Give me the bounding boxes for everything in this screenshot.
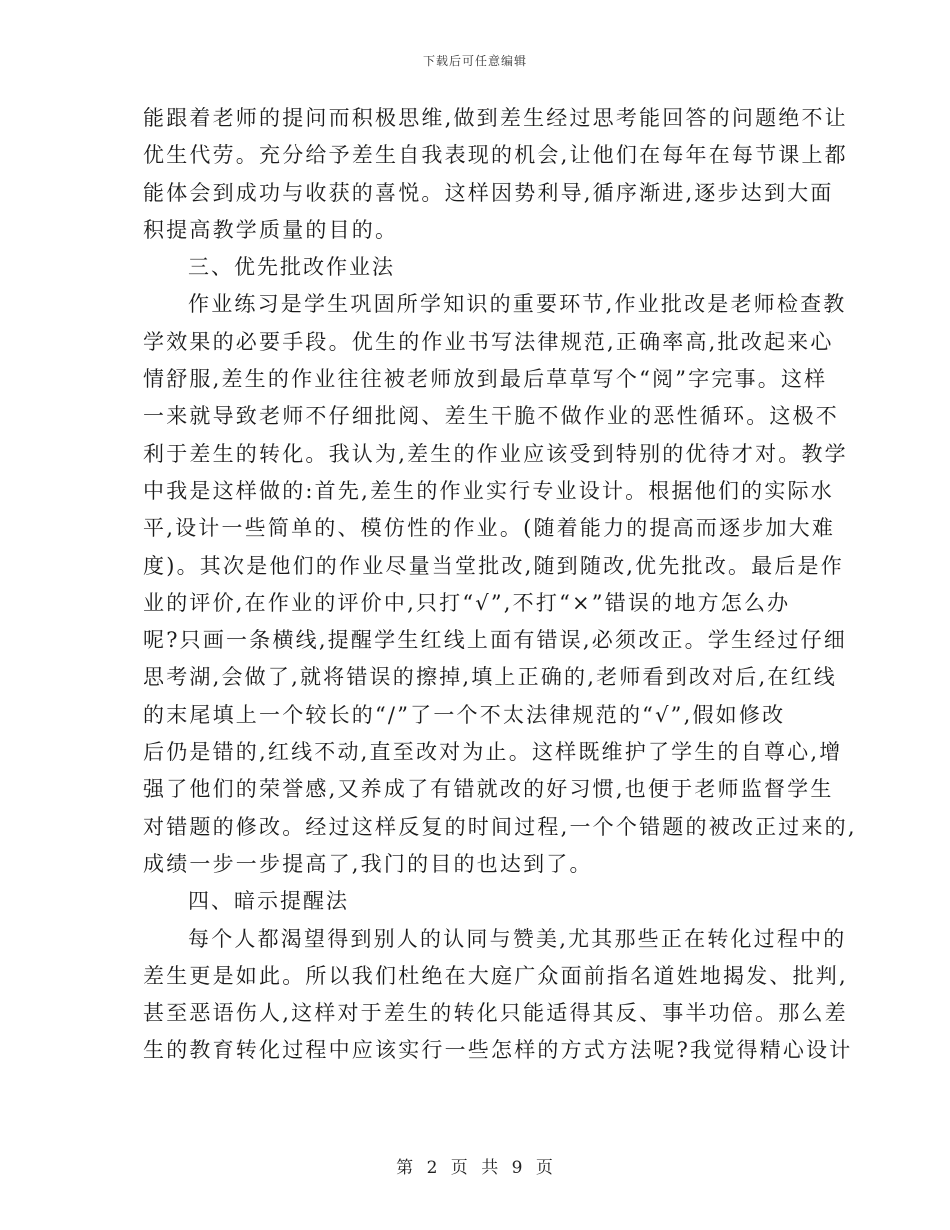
footer-total-word: 共 [481, 1158, 500, 1178]
footer-page-unit: 页 [450, 1158, 469, 1178]
body-line: 能跟着老师的提问而积极思维,做到差生经过思考能回答的问题绝不让 [143, 106, 848, 130]
footer-total-unit: 页 [535, 1158, 554, 1178]
body-line: 思考湖,会做了,就将错误的擦掉,填上正确的,老师看到改对后,在红线 [143, 665, 837, 690]
page-footer [0, 1153, 950, 1178]
body-line: 呢?只画一条横线,提醒学生红线上面有错误,必须改正。学生经过仔细 [143, 628, 848, 653]
body-line: 一来就导致老师不仔细批阅、差生干脆不做作业的恶性循环。这极不 [143, 404, 839, 429]
body-line: 对错题的修改。经过这样反复的时间过程,一个个错题的被改正过来的, [143, 814, 857, 839]
paragraph-start-line: 每个人都渴望得到别人的认同与赞美,尤其那些正在转化过程中的 [188, 926, 847, 951]
body-line: 生的教育转化过程中应该实行一些怎样的方式方法呢?我觉得精心设计 [143, 1038, 853, 1063]
body-line: 积提高教学质量的目的。 [143, 217, 399, 242]
body-line: 成绩一步一步提高了,我门的目的也达到了。 [143, 851, 593, 876]
body-line: 业的评价,在作业的评价中,只打“√”,不打“×”错误的地方怎么办 [143, 590, 791, 615]
footer-page-number: 2 [426, 1158, 439, 1178]
body-line: 中我是这样做的:首先,差生的作业实行专业设计。根据他们的实际水 [143, 478, 834, 503]
body-line: 的末尾填上一个较长的“/”了一个不太法律规范的“√”,假如修改 [143, 702, 786, 727]
body-line: 学效果的必要手段。优生的作业书写法律规范,正确率高,批改起来心 [143, 329, 834, 354]
body-line: 利于差生的转化。我认为,差生的作业应该受到特别的优待才对。教学 [143, 441, 848, 466]
body-line: 度)。其次是他们的作业尽量当堂批改,随到随改,优先批改。最后是作 [143, 553, 844, 578]
body-line: 差生更是如此。所以我们杜绝在大庭广众面前指名道姓地揭发、批判, [143, 963, 848, 988]
body-line: 强了他们的荣誉感,又养成了有错就改的好习惯,也便于老师监督学生 [143, 777, 834, 802]
section-heading-3: 三、优先批改作业法 [188, 255, 395, 280]
body-line: 优生代劳。充分给予差生自我表现的机会,让他们在每年在每节课上都 [143, 143, 848, 168]
footer-page-word: 第 [396, 1158, 415, 1178]
section-heading-4: 四、暗示提醒法 [188, 889, 349, 914]
paragraph-start-line: 作业练习是学生巩固所学知识的重要环节,作业批改是老师检查教 [188, 292, 847, 317]
document-body [143, 100, 857, 1070]
body-line: 情舒服,差生的作业往往被老师放到最后草草写个“阅”字完事。这样 [143, 367, 828, 392]
body-line: 后仍是错的,红线不动,直至改对为止。这样既维护了学生的自尊心,增 [143, 740, 843, 765]
footer-total-pages: 9 [511, 1158, 524, 1178]
body-line: 平,设计一些简单的、模仿性的作业。(随着能力的提高而逐步加大难 [143, 516, 836, 541]
body-line: 能体会到成功与收获的喜悦。这样因势利导,循序渐进,逐步达到大面 [143, 180, 834, 205]
page-header-note: 下载后可任意编辑 [422, 54, 527, 68]
body-line: 甚至恶语伤人,这样对于差生的转化只能适得其反、事半功倍。那么差 [143, 1001, 848, 1026]
